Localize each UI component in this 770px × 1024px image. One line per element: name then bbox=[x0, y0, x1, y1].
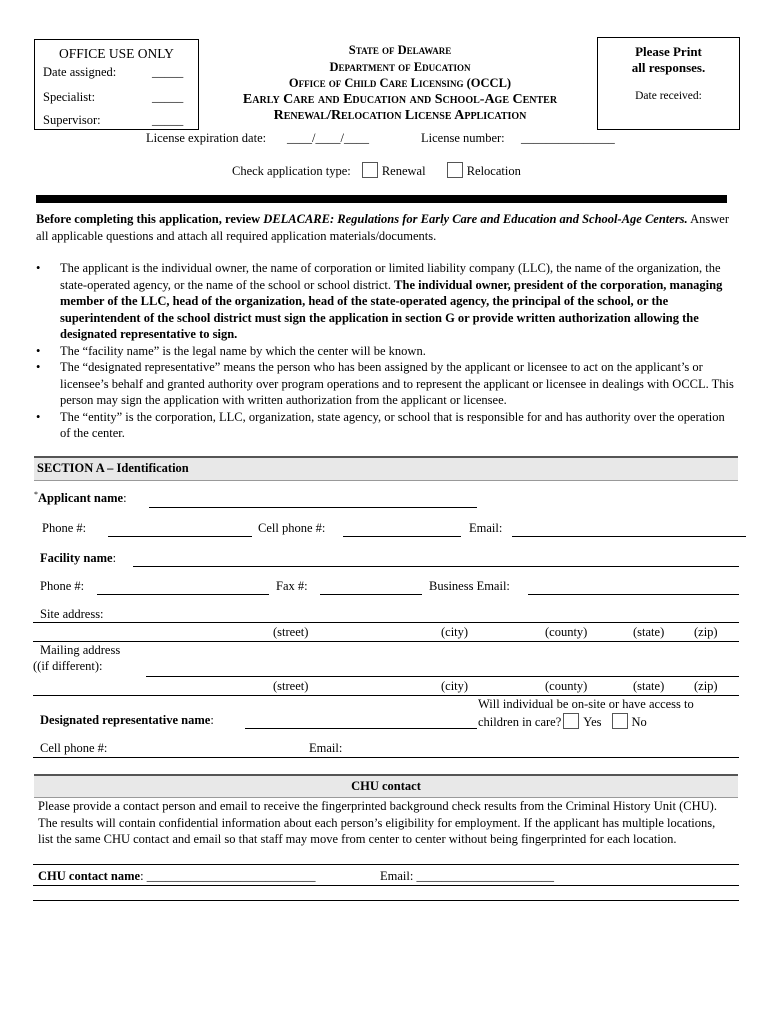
business-email-label: Business Email: bbox=[429, 579, 510, 593]
facility-name-line[interactable] bbox=[133, 566, 739, 567]
please-print-box bbox=[597, 37, 740, 130]
site-caption-underline bbox=[33, 641, 739, 642]
chu-contact-colon: : bbox=[140, 869, 144, 883]
license-expiration-blank[interactable]: ____/____/____ bbox=[287, 131, 369, 145]
mail-caption-underline bbox=[33, 695, 739, 696]
rep-email-label: Email: bbox=[309, 741, 343, 755]
section-a-title: SECTION A – Identification bbox=[37, 461, 189, 475]
onsite-question-1: Will individual be on-site or have access to bbox=[478, 697, 694, 711]
email-label: Email: bbox=[469, 521, 503, 535]
fax-label: Fax #: bbox=[276, 579, 308, 593]
facility-phone-label: Phone #: bbox=[40, 579, 85, 593]
bullet-designated-rep: • The “designated representative” means the person who has been assigned by the applicant or licensee to act on the applicant’s or licensee’s behalf and granted authority over program operations and to represent the applicant or licensee in dealings with OCCL. This person may sign the application with written authorization from the applicant or licensee. bbox=[36, 359, 736, 409]
app-type-row bbox=[232, 162, 521, 179]
required-asterisk: * bbox=[34, 490, 38, 499]
intro-after: Answer all applicable questions and attach all required application materials/documents. bbox=[36, 212, 729, 243]
facility-name-label: Facility name bbox=[40, 551, 113, 565]
header-title-1: Early Care and Education and School-Age Center bbox=[242, 91, 558, 107]
please-print-line1: Please Print bbox=[635, 44, 702, 59]
chu-contact-blank[interactable]: ___________________________ bbox=[146, 869, 316, 883]
license-number-blank[interactable]: _______________ bbox=[521, 131, 615, 145]
intro-before: Before completing this application, review bbox=[36, 212, 264, 226]
date-received-label: Date received: bbox=[635, 90, 702, 102]
site-street-caption: (street) bbox=[273, 625, 309, 639]
cell-phone-line[interactable] bbox=[343, 536, 461, 537]
license-expiration-label: License expiration date: bbox=[146, 131, 267, 145]
applicant-name-line[interactable] bbox=[149, 507, 477, 508]
chu-contact-underline bbox=[33, 885, 739, 886]
chu-email-row bbox=[380, 869, 554, 884]
bullet-applicant-text: The applicant is the individual owner, the name of corporation or limited liability company (LLC), the name of the organization, the state-operated agency, or the name of the school or school district. bbox=[60, 261, 721, 292]
chu-paragraph: Please provide a contact person and email to receive the fingerprinted background check results from the Criminal History Unit (CHU). The results will contain confidential information about each person’s eligibility for employment. If the applicant has multiple locations, list the same CHU contact and email so that staff may move from center to center without being fingerprinted for each location. bbox=[38, 799, 717, 846]
supervisor-blank[interactable]: _____ bbox=[152, 113, 184, 127]
rep-cell-phone-label: Cell phone #: bbox=[40, 741, 108, 755]
facility-name-row bbox=[40, 551, 116, 566]
header-block bbox=[200, 42, 600, 125]
license-number-label: License number: bbox=[421, 131, 505, 145]
site-address-line[interactable] bbox=[33, 622, 739, 623]
phone-label: Phone #: bbox=[42, 521, 87, 535]
chu-title: CHU contact bbox=[351, 779, 421, 793]
supervisor-label: Supervisor: bbox=[43, 113, 101, 127]
specialist-label: Specialist: bbox=[43, 90, 96, 104]
chu-paragraph-underline bbox=[33, 864, 739, 865]
date-assigned-label: Date assigned: bbox=[43, 65, 117, 79]
mail-state-caption: (state) bbox=[633, 679, 665, 693]
header-office: Office of Child Care Licensing (OCCL) bbox=[288, 76, 512, 90]
chu-contact-row bbox=[38, 869, 315, 884]
chu-email-label: Email: bbox=[380, 869, 414, 883]
bullet-list bbox=[36, 260, 736, 442]
specialist-blank[interactable]: _____ bbox=[152, 90, 184, 104]
mail-city-caption: (city) bbox=[441, 679, 469, 693]
mail-county-caption: (county) bbox=[545, 679, 588, 693]
renewal-label: Renewal bbox=[381, 164, 426, 178]
fax-line[interactable] bbox=[320, 594, 422, 595]
chu-contact-label: CHU contact name bbox=[38, 869, 141, 883]
mailing-address-label-1: Mailing address bbox=[40, 643, 121, 657]
mailing-address-line[interactable] bbox=[146, 676, 739, 677]
mailing-address-label-2: ((if different): bbox=[33, 659, 103, 673]
bullet-applicant bbox=[36, 260, 736, 343]
onsite-question-2: children in care? bbox=[478, 715, 562, 729]
onsite-yes-label: Yes bbox=[583, 715, 602, 729]
email-line[interactable] bbox=[512, 536, 746, 537]
site-city-caption: (city) bbox=[441, 625, 469, 639]
chu-header bbox=[34, 774, 738, 798]
business-email-line[interactable] bbox=[528, 594, 739, 595]
date-assigned-blank[interactable]: _____ bbox=[152, 65, 184, 79]
relocation-label: Relocation bbox=[466, 164, 521, 178]
bullet-entity: • The “entity” is the corporation, LLC, organization, state agency, or school that is responsible for and has authority over the operation of the center. bbox=[36, 409, 736, 442]
please-print-line2: all responses. bbox=[631, 60, 706, 75]
chu-bottom-line bbox=[33, 900, 739, 901]
header-state: State of Delaware bbox=[348, 43, 452, 57]
bullet-applicant-bold: The individual owner, president of the corporation, managing member of the LLC, head of the organization, head of the state-operated agency, the principal of the school, or the superintendent of the school district must sign the application in section G or provide written authorization allowing the designated representative to sign. bbox=[60, 277, 723, 341]
relocation-checkbox[interactable] bbox=[447, 162, 463, 178]
intro-paragraph bbox=[36, 211, 736, 244]
mail-street-caption: (street) bbox=[273, 679, 309, 693]
chu-email-blank[interactable]: ______________________ bbox=[416, 869, 554, 883]
bullet-facility-name: • The “facility name” is the legal name by which the center will be known. bbox=[36, 343, 736, 360]
site-state-caption: (state) bbox=[633, 625, 665, 639]
rep-contact-line[interactable] bbox=[33, 757, 739, 758]
app-type-label: Check application type: bbox=[232, 164, 351, 178]
designated-rep-row bbox=[40, 713, 214, 728]
intro-regs: DELACARE: Regulations for Early Care and Education and School-Age Centers. bbox=[263, 212, 688, 226]
applicant-name-label: Applicant name bbox=[38, 491, 124, 506]
section-a-header bbox=[34, 456, 738, 481]
onsite-question-row bbox=[478, 713, 647, 730]
designated-rep-label: Designated representative name bbox=[40, 713, 211, 727]
facility-phone-line[interactable] bbox=[97, 594, 269, 595]
onsite-no-label: No bbox=[631, 715, 647, 729]
renewal-checkbox[interactable] bbox=[362, 162, 378, 178]
site-county-caption: (county) bbox=[545, 625, 588, 639]
mail-zip-caption: (zip) bbox=[694, 679, 718, 693]
site-address-label: Site address: bbox=[40, 607, 104, 621]
facility-name-colon: : bbox=[112, 551, 117, 565]
onsite-no-checkbox[interactable] bbox=[612, 713, 628, 729]
applicant-name-row bbox=[34, 490, 127, 506]
designated-rep-line[interactable] bbox=[245, 728, 477, 729]
office-use-box bbox=[34, 39, 199, 130]
site-zip-caption: (zip) bbox=[694, 625, 718, 639]
cell-phone-label: Cell phone #: bbox=[258, 521, 326, 535]
designated-rep-colon: : bbox=[210, 713, 214, 727]
phone-line[interactable] bbox=[108, 536, 252, 537]
office-use-title: OFFICE USE ONLY bbox=[59, 46, 174, 61]
thick-divider bbox=[36, 195, 727, 203]
applicant-name-colon: : bbox=[123, 491, 127, 506]
header-title-2: Renewal/Relocation License Application bbox=[273, 108, 527, 123]
header-department: Department of Education bbox=[329, 59, 471, 74]
onsite-yes-checkbox[interactable] bbox=[563, 713, 579, 729]
